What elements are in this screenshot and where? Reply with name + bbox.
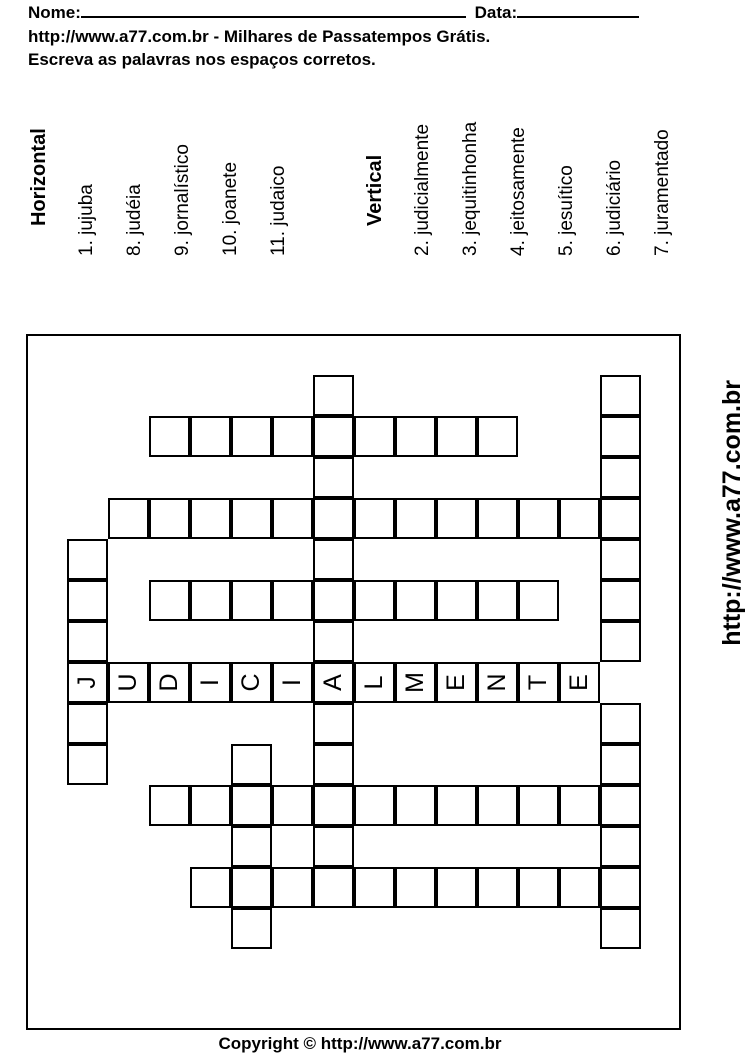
- crossword-cell[interactable]: [149, 580, 190, 621]
- crossword-cell[interactable]: [600, 744, 641, 785]
- horizontal-clue: 1. jujuba: [76, 184, 97, 256]
- crossword-cell[interactable]: [313, 744, 354, 785]
- crossword-cell[interactable]: [354, 867, 395, 908]
- crossword-cell[interactable]: [518, 580, 559, 621]
- filled-letter: I: [278, 679, 306, 686]
- crossword-cell[interactable]: [231, 826, 272, 867]
- filled-letter: U: [114, 673, 142, 692]
- filled-letter: E: [565, 674, 593, 691]
- crossword-cell[interactable]: [272, 785, 313, 826]
- crossword-cell[interactable]: [395, 867, 436, 908]
- crossword-cell[interactable]: [518, 498, 559, 539]
- crossword-cell[interactable]: [313, 539, 354, 580]
- name-date-line: [28, 2, 639, 23]
- horizontal-clue: 9. jornalístico: [172, 144, 193, 256]
- crossword-cell[interactable]: [231, 867, 272, 908]
- crossword-cell[interactable]: [313, 375, 354, 416]
- crossword-cell[interactable]: [108, 498, 149, 539]
- crossword-cell[interactable]: [600, 621, 641, 662]
- crossword-cell[interactable]: [600, 416, 641, 457]
- crossword-cell[interactable]: [67, 703, 108, 744]
- crossword-cell[interactable]: [600, 457, 641, 498]
- filled-letter: E: [442, 674, 470, 691]
- crossword-cell[interactable]: [313, 580, 354, 621]
- crossword-cell[interactable]: [395, 498, 436, 539]
- crossword-cell[interactable]: [231, 744, 272, 785]
- vertical-clue: 5. jesuítico: [556, 165, 577, 256]
- crossword-cell[interactable]: [600, 375, 641, 416]
- crossword-cell[interactable]: [518, 867, 559, 908]
- crossword-cell[interactable]: [354, 785, 395, 826]
- crossword-cell[interactable]: [395, 785, 436, 826]
- filled-letter: I: [196, 679, 224, 686]
- filled-letter: N: [483, 673, 511, 692]
- crossword-cell[interactable]: [190, 580, 231, 621]
- horizontal-title: Horizontal: [28, 128, 50, 226]
- instructions: Escreva as palavras nos espaços corretos.: [28, 50, 376, 69]
- crossword-cell[interactable]: [436, 498, 477, 539]
- crossword-cell[interactable]: [436, 416, 477, 457]
- filled-letter: L: [360, 675, 388, 690]
- filled-letter: T: [524, 674, 552, 691]
- crossword-cell[interactable]: [354, 416, 395, 457]
- filled-letter: D: [155, 673, 183, 692]
- crossword-cell[interactable]: [313, 867, 354, 908]
- crossword-cell[interactable]: [313, 621, 354, 662]
- crossword-cell[interactable]: [354, 580, 395, 621]
- crossword-cell[interactable]: [313, 785, 354, 826]
- filled-letter: A: [319, 674, 347, 691]
- date-field[interactable]: [517, 2, 639, 18]
- crossword-cell[interactable]: [436, 867, 477, 908]
- crossword-cell[interactable]: [67, 621, 108, 662]
- crossword-cell[interactable]: [231, 416, 272, 457]
- vertical-clue: 4. jeitosamente: [508, 127, 529, 256]
- name-field[interactable]: [81, 2, 466, 18]
- crossword-cell[interactable]: [313, 498, 354, 539]
- vertical-clue: 6. judiciário: [604, 159, 625, 256]
- filled-letter: C: [237, 673, 265, 692]
- crossword-cell[interactable]: [477, 416, 518, 457]
- crossword-cell[interactable]: [231, 908, 272, 949]
- crossword-cell[interactable]: [395, 580, 436, 621]
- crossword-cell[interactable]: [190, 785, 231, 826]
- crossword-cell[interactable]: [559, 498, 600, 539]
- crossword-cell[interactable]: [313, 826, 354, 867]
- crossword-cell[interactable]: [559, 785, 600, 826]
- crossword-cell[interactable]: [190, 416, 231, 457]
- crossword-cell[interactable]: [600, 498, 641, 539]
- crossword-cell[interactable]: [272, 498, 313, 539]
- filled-letter: M: [401, 672, 429, 693]
- date-label: Data:: [474, 3, 518, 22]
- crossword-cell[interactable]: [600, 785, 641, 826]
- crossword-cell[interactable]: [67, 539, 108, 580]
- crossword-cell[interactable]: [313, 703, 354, 744]
- horizontal-clue: 10. joanete: [220, 161, 241, 256]
- vertical-title: Vertical: [364, 154, 386, 226]
- crossword-cell[interactable]: [231, 785, 272, 826]
- crossword-cell[interactable]: [354, 498, 395, 539]
- crossword-cell[interactable]: [477, 867, 518, 908]
- crossword-cell[interactable]: [313, 416, 354, 457]
- filled-letter: J: [73, 676, 101, 689]
- crossword-cell[interactable]: [149, 785, 190, 826]
- crossword-cell[interactable]: [67, 744, 108, 785]
- crossword-cell[interactable]: [190, 498, 231, 539]
- crossword-cell[interactable]: [231, 498, 272, 539]
- crossword-cell[interactable]: [272, 580, 313, 621]
- crossword-cell[interactable]: [395, 416, 436, 457]
- crossword-cell[interactable]: [272, 416, 313, 457]
- vertical-clue: 7. juramentado: [652, 129, 673, 256]
- copyright: Copyright © http://www.a77.com.br: [218, 1034, 502, 1053]
- vertical-clue: 2. judicialmente: [412, 123, 433, 256]
- side-url: http://www.a77.com.br: [718, 380, 746, 646]
- horizontal-clue: 8. judéia: [124, 184, 145, 256]
- crossword-cell[interactable]: [559, 867, 600, 908]
- crossword-cell[interactable]: [477, 785, 518, 826]
- crossword-cell[interactable]: [149, 498, 190, 539]
- crossword-cell[interactable]: [600, 826, 641, 867]
- crossword-cell[interactable]: [600, 703, 641, 744]
- site-line: http://www.a77.com.br - Milhares de Passatempos Grátis.: [28, 27, 491, 46]
- crossword-cell[interactable]: [477, 580, 518, 621]
- crossword-cell[interactable]: [190, 867, 231, 908]
- crossword-cell[interactable]: [149, 416, 190, 457]
- crossword-cell[interactable]: [600, 539, 641, 580]
- crossword-cell[interactable]: [600, 908, 641, 949]
- crossword-cell[interactable]: [313, 457, 354, 498]
- horizontal-clue: 11. judaico: [268, 165, 289, 256]
- crossword-cell[interactable]: [67, 580, 108, 621]
- crossword-cell[interactable]: [436, 785, 477, 826]
- crossword-cell[interactable]: [518, 785, 559, 826]
- crossword-cell[interactable]: [600, 867, 641, 908]
- crossword-cell[interactable]: [600, 580, 641, 621]
- name-label: Nome:: [28, 3, 81, 22]
- crossword-cell[interactable]: [436, 580, 477, 621]
- crossword-cell[interactable]: [272, 867, 313, 908]
- crossword-cell[interactable]: [477, 498, 518, 539]
- vertical-clue: 3. jequitinhonha: [460, 121, 481, 256]
- crossword-cell[interactable]: [231, 580, 272, 621]
